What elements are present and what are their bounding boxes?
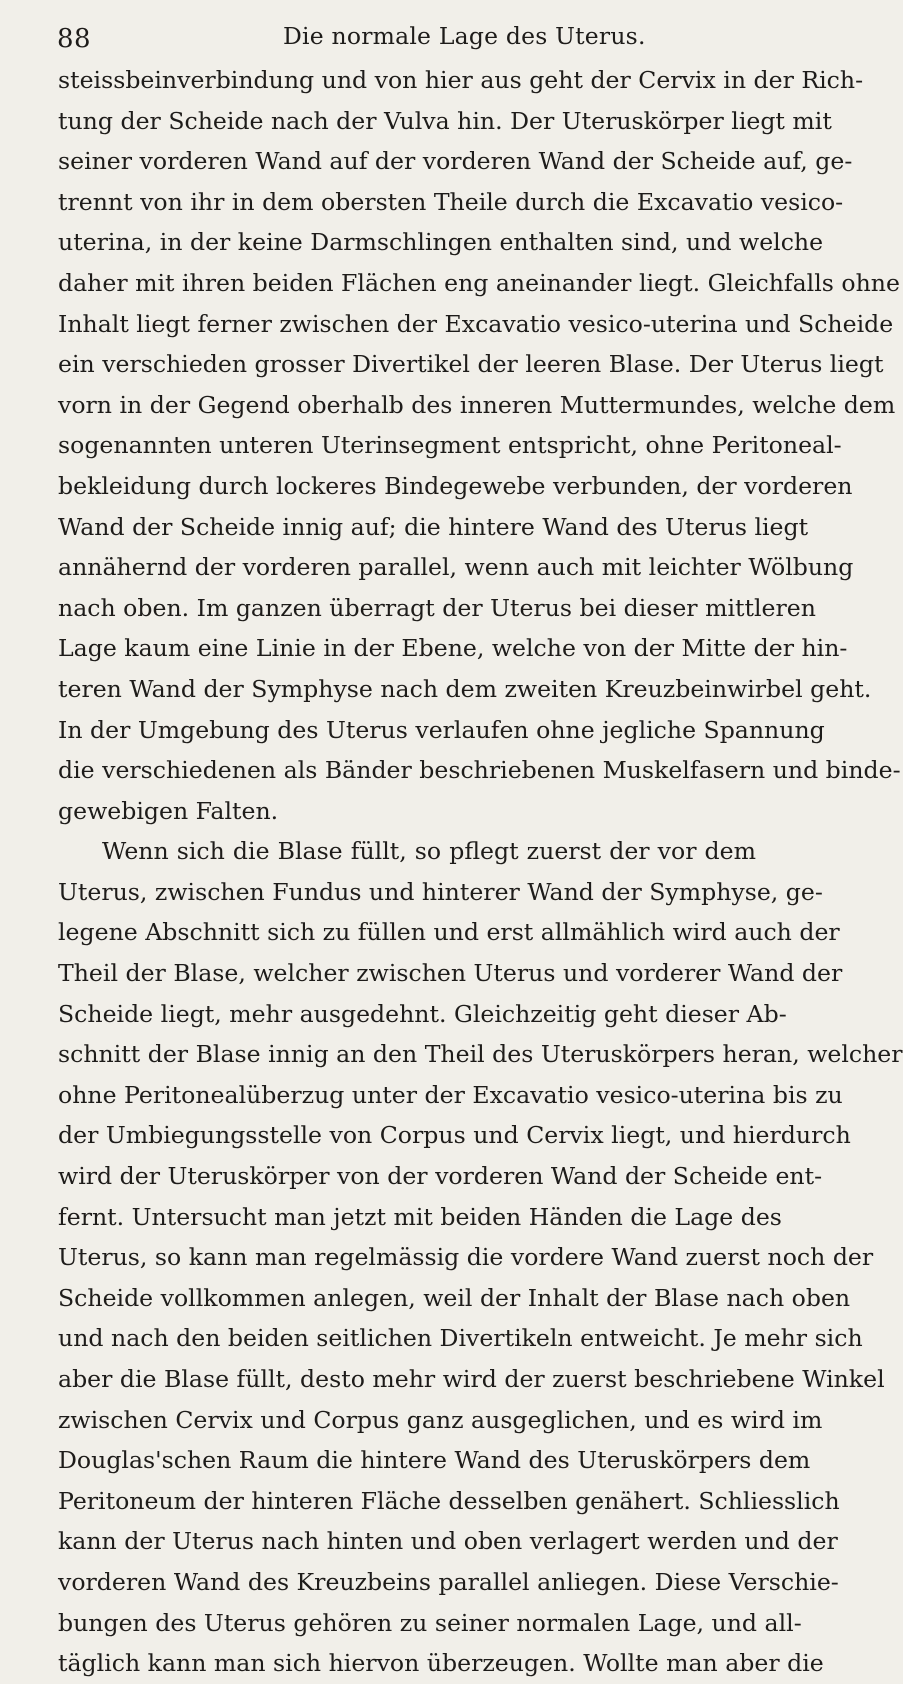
text-line: tung der Scheide nach der Vulva hin. Der Uteruskörper liegt mit [58, 106, 832, 135]
text-line: Lage kaum eine Linie in der Ebene, welche von der Mitte der hin- [58, 634, 848, 663]
text-line: und nach den beiden seitlichen Divertikeln entweicht. Je mehr sich [58, 1324, 863, 1353]
text-line: In der Umgebung des Uterus verlaufen ohne jegliche Spannung [58, 715, 825, 744]
page-number: 88 [57, 24, 92, 54]
text-line: vorderen Wand des Kreuzbeins parallel anliegen. Diese Verschie- [58, 1567, 839, 1596]
text-line: kann der Uterus nach hinten und oben verlagert werden und der [58, 1527, 838, 1556]
text-line: daher mit ihren beiden Flächen eng aneinander liegt. Gleichfalls ohne [58, 268, 900, 297]
text-line: täglich kann man sich hiervon überzeugen. Wollte man aber die [58, 1649, 824, 1678]
text-line: uterina, in der keine Darmschlingen enthalten sind, und welche [58, 228, 824, 257]
text-line: ein verschieden grosser Divertikel der leeren Blase. Der Uterus liegt [58, 350, 884, 379]
text-line: bungen des Uterus gehören zu seiner normalen Lage, und all- [58, 1608, 802, 1637]
text-line: Inhalt liegt ferner zwischen der Excavatio vesico-uterina und Scheide [58, 309, 894, 338]
body-text [58, 60, 903, 1684]
text-line: teren Wand der Symphyse nach dem zweiten Kreuzbeinwirbel geht. [58, 674, 872, 703]
text-line: der Umbiegungsstelle von Corpus und Cervix liegt, und hierdurch [58, 1121, 851, 1150]
text-line: wird der Uteruskörper von der vorderen Wand der Scheide ent- [58, 1162, 823, 1191]
running-title: Die normale Lage des Uterus. [283, 22, 646, 50]
text-line: Peritoneum der hinteren Fläche desselben genähert. Schliesslich [58, 1486, 840, 1515]
text-line: annähernd der vorderen parallel, wenn auch mit leichter Wölbung [58, 553, 854, 582]
text-line: sogenannten unteren Uterinsegment entspricht, ohne Peritoneal- [58, 431, 842, 460]
text-line: Theil der Blase, welcher zwischen Uterus und vorderer Wand der [58, 959, 843, 988]
text-line: Douglas'schen Raum die hintere Wand des Uteruskörpers dem [58, 1446, 811, 1475]
text-line: vorn in der Gegend oberhalb des inneren Muttermundes, welche dem [58, 390, 896, 419]
paragraph-first-line: Wenn sich die Blase füllt, so pflegt zuerst der vor dem [102, 837, 756, 866]
paragraph-last-line: gewebigen Falten. [58, 796, 279, 825]
text-line: Uterus, zwischen Fundus und hinterer Wand der Symphyse, ge- [58, 877, 823, 906]
text-line: Scheide liegt, mehr ausgedehnt. Gleichzeitig geht dieser Ab- [58, 999, 787, 1028]
text-line: die verschiedenen als Bänder beschriebenen Muskelfasern und binde- [58, 756, 901, 785]
text-line: ohne Peritonealüberzug unter der Excavatio vesico-uterina bis zu [58, 1080, 843, 1109]
text-line: zwischen Cervix und Corpus ganz ausgeglichen, und es wird im [58, 1405, 823, 1434]
text-line: legene Abschnitt sich zu füllen und erst allmählich wird auch der [58, 918, 840, 947]
text-line: Scheide vollkommen anlegen, weil der Inhalt der Blase nach oben [58, 1283, 851, 1312]
text-line: nach oben. Im ganzen überragt der Uterus bei dieser mittleren [58, 593, 816, 622]
text-line: bekleidung durch lockeres Bindegewebe verbunden, der vorderen [58, 471, 853, 500]
text-line: schnitt der Blase innig an den Theil des Uteruskörpers heran, welcher [58, 1040, 903, 1069]
text-line: fernt. Untersucht man jetzt mit beiden Händen die Lage des [58, 1202, 782, 1231]
text-line: aber die Blase füllt, desto mehr wird der zuerst beschriebene Winkel [58, 1365, 885, 1393]
text-line: Wand der Scheide innig auf; die hintere Wand des Uterus liegt [58, 512, 809, 541]
text-line: seiner vorderen Wand auf der vorderen Wand der Scheide auf, ge- [58, 147, 853, 176]
text-line: steissbeinverbindung und von hier aus geht der Cervix in der Rich- [58, 66, 864, 94]
text-line: trennt von ihr in dem obersten Theile durch die Excavatio vesico- [58, 187, 844, 216]
text-line: Uterus, so kann man regelmässig die vordere Wand zuerst noch der [58, 1243, 874, 1272]
page-header [57, 8, 757, 52]
